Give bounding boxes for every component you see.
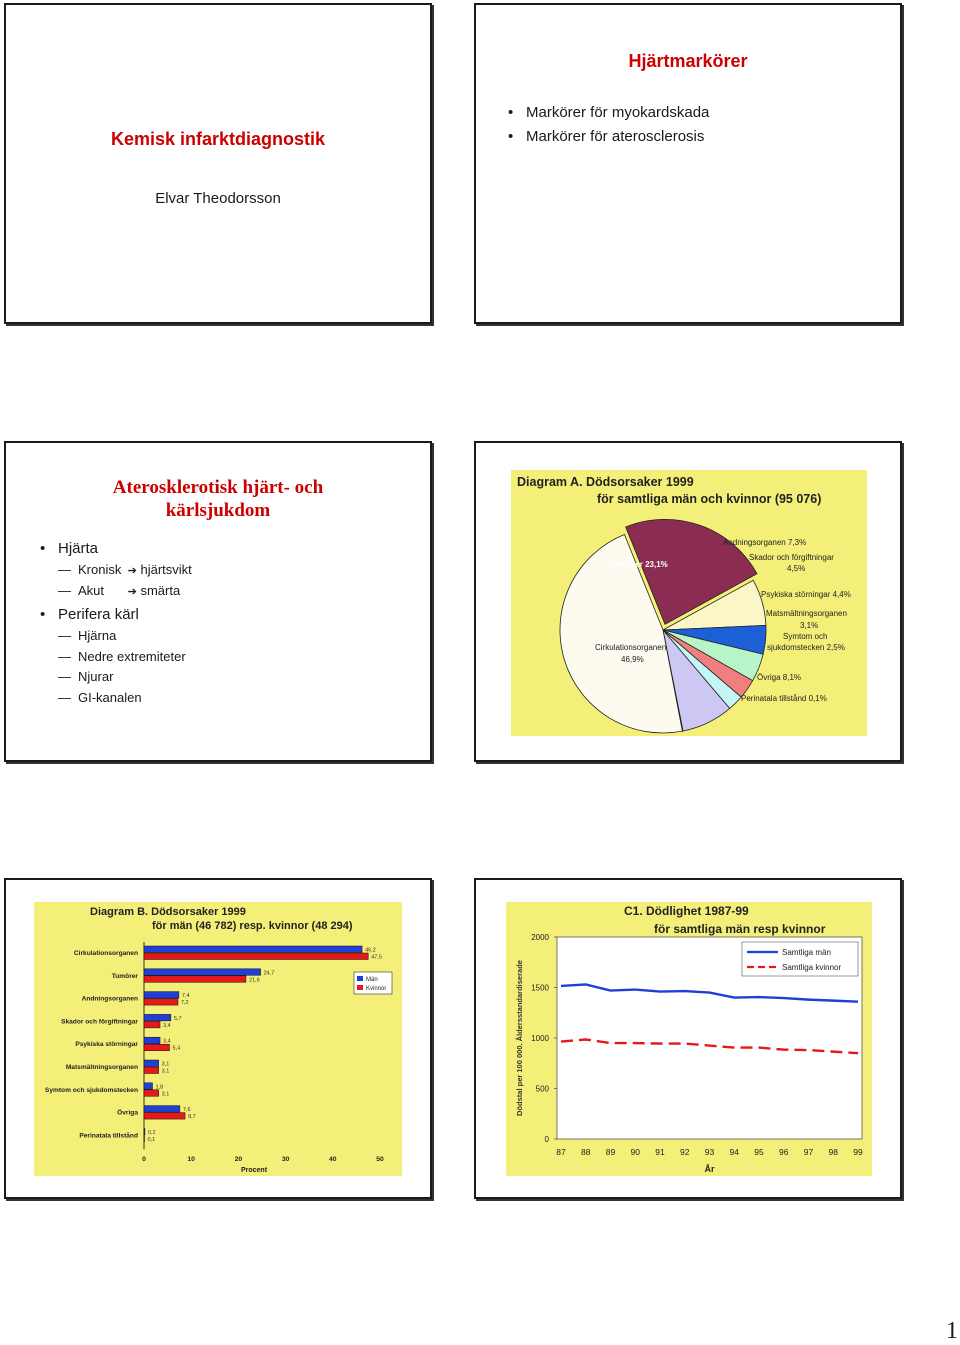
- sub-item: [58, 581, 192, 602]
- bar: [144, 1128, 145, 1135]
- tick-label: 500: [535, 1084, 549, 1094]
- bar: [144, 1044, 169, 1051]
- sub-item: [58, 560, 192, 581]
- bar: [144, 1037, 160, 1044]
- bar: [144, 1083, 152, 1090]
- bar: [144, 1060, 159, 1067]
- bullet-item: • Hjärta: [38, 539, 192, 559]
- slide-2-title: Hjärtmarkörer: [628, 51, 748, 71]
- sub-item: — Hjärna: [58, 626, 192, 647]
- tick-label: 96: [779, 1147, 789, 1157]
- chart-title: Diagram B. Dödsorsaker 1999: [90, 906, 246, 918]
- pie-label: 46,9%: [621, 655, 644, 664]
- data-label: 7,2: [180, 1000, 189, 1007]
- chart-subtitle: för samtliga män och kvinnor (95 076): [597, 492, 822, 506]
- chart-title: C1. Dödlighet 1987-99: [624, 904, 749, 918]
- legend-label: Kvinnor: [366, 986, 387, 992]
- pie-label: Perinatala tillstånd 0,1%: [741, 694, 827, 703]
- sub-item: — Njurar: [58, 667, 192, 688]
- data-label: 47,5: [371, 954, 382, 961]
- bar: [144, 946, 362, 953]
- legend-swatch: [357, 976, 363, 981]
- arrow-right-icon: ➔: [127, 565, 137, 577]
- tick-label: 40: [329, 1156, 337, 1164]
- tick-label: 99: [853, 1147, 863, 1157]
- sub-item-left: Kronisk: [78, 562, 122, 577]
- tick-label: 1500: [531, 983, 549, 993]
- bar-chart: [34, 902, 402, 1176]
- category-label: Matsmältningsorganen: [65, 1064, 138, 1071]
- slide-3-title-line-2: kärlsjukdom: [165, 500, 271, 521]
- sub-item: — Nedre extremiteter: [58, 647, 192, 668]
- bar: [144, 1067, 159, 1074]
- tick-label: 0: [544, 1135, 549, 1144]
- pie-label: Tumörer 23,1%: [611, 560, 668, 569]
- tick-label: 91: [655, 1147, 665, 1157]
- tick-label: 0: [142, 1156, 146, 1164]
- content-list: [38, 539, 192, 708]
- category-label: Tumörer: [111, 972, 138, 980]
- data-label: 0,2: [147, 1129, 156, 1136]
- pie-label: 4,5%: [787, 564, 806, 573]
- bar: [144, 999, 178, 1006]
- category-label: Övriga: [117, 1109, 138, 1117]
- data-label: 0,1: [147, 1136, 156, 1143]
- pie-chart: [511, 470, 867, 736]
- slide-atherosclerosis: [4, 441, 432, 762]
- slide-pie-chart: [474, 441, 902, 762]
- author-name: Elvar Theodorsson: [155, 190, 281, 207]
- pie-label: Andningsorganen 7,3%: [723, 538, 807, 547]
- tick-label: 30: [281, 1156, 290, 1164]
- line-chart: [506, 902, 872, 1176]
- data-label: 8,7: [188, 1114, 196, 1121]
- pie-label: Övriga 8,1%: [757, 673, 802, 682]
- bar: [144, 1014, 171, 1021]
- chart-subtitle: för samtliga män resp kvinnor: [654, 922, 826, 936]
- tick-label: 50: [376, 1156, 384, 1164]
- sub-item-right: hjärtsvikt: [140, 562, 192, 577]
- pie-label: Symtom och: [783, 632, 828, 641]
- sub-item-right: smärta: [140, 583, 181, 598]
- legend-label: Samtliga kvinnor: [782, 963, 842, 972]
- tick-label: 98: [828, 1147, 838, 1157]
- legend-label: Män: [366, 977, 378, 983]
- bar: [144, 976, 246, 983]
- tick-label: 10: [187, 1156, 195, 1164]
- chart-subtitle: för män (46 782) resp. kvinnor (48 294): [152, 920, 353, 932]
- bar: [144, 1106, 180, 1113]
- category-label: Skador och förgiftningar: [61, 1018, 138, 1026]
- slide-1-title: Kemisk infarktdiagnostik: [110, 129, 326, 149]
- pie-label: Skador och förgiftningar: [749, 553, 834, 562]
- data-label: 24,7: [263, 970, 275, 977]
- axis-label: Dödstal per 100 000. Åldersstandardiserade: [515, 960, 524, 1116]
- tick-label: 1000: [531, 1034, 549, 1043]
- bullet-item: • Perifera kärl: [38, 604, 192, 626]
- category-label: Symtom och sjukdomstecken: [44, 1086, 138, 1094]
- axis-label: Procent: [240, 1167, 268, 1175]
- tick-label: 95: [754, 1147, 764, 1157]
- slide-bar-chart: [4, 878, 432, 1199]
- legend-swatch: [357, 985, 363, 990]
- arrow-right-icon: ➔: [127, 586, 137, 598]
- tick-label: 92: [680, 1147, 690, 1157]
- axis-label: År: [704, 1164, 715, 1174]
- data-label: 1,8: [155, 1084, 164, 1091]
- bullet-item: • Markörer för myokardskada: [506, 101, 709, 125]
- data-label: 3,1: [161, 1068, 170, 1075]
- tick-label: 2000: [531, 933, 549, 942]
- sub-item-left: Akut: [78, 583, 105, 598]
- sub-item: — GI-kanalen: [58, 688, 192, 709]
- pie-label: sjukdomstecken 2,5%: [767, 643, 845, 652]
- category-label: Andningsorganen: [81, 995, 138, 1003]
- pie-label: Matsmältningsorganen: [766, 609, 847, 618]
- bar: [144, 953, 368, 960]
- tick-label: 89: [605, 1147, 616, 1157]
- category-label: Psykiska störningar: [75, 1041, 138, 1049]
- tick-label: 20: [234, 1156, 243, 1164]
- bar: [144, 969, 261, 976]
- tick-label: 94: [729, 1147, 739, 1157]
- tick-label: 97: [803, 1147, 814, 1157]
- data-label: 7,6: [182, 1107, 191, 1114]
- category-label: Cirkulationsorganen: [73, 950, 138, 957]
- slide-3-title: [6, 476, 430, 522]
- tick-label: 93: [704, 1147, 715, 1157]
- data-label: 3,4: [163, 1038, 171, 1045]
- bar: [144, 1090, 159, 1097]
- data-label: 5,4: [172, 1045, 181, 1052]
- slide-title: [4, 3, 432, 324]
- pie-label: 3,1%: [800, 621, 819, 630]
- bullet-item: • Markörer för aterosclerosis: [506, 125, 709, 149]
- slide-line-chart: [474, 878, 902, 1199]
- bar: [144, 1113, 185, 1120]
- bar: [144, 992, 179, 999]
- tick-label: 90: [630, 1147, 640, 1157]
- slide-markers: [474, 3, 902, 324]
- data-label: 3,4: [163, 1022, 171, 1029]
- pie-label: Psykiska störningar 4,4%: [761, 590, 851, 599]
- tick-label: 88: [581, 1147, 591, 1157]
- pie-label: Cirkulationsorganen: [595, 643, 667, 652]
- data-label: 21,6: [248, 977, 260, 984]
- data-label: 3,1: [161, 1091, 170, 1098]
- slide-3-title-line-1: Aterosklerotisk hjärt- och: [112, 477, 324, 498]
- data-label: 7,4: [181, 993, 190, 1000]
- page-number: 1: [946, 1318, 958, 1344]
- tick-label: 87: [556, 1147, 566, 1157]
- bullet-list: [506, 101, 709, 149]
- data-label: 46,2: [365, 947, 376, 954]
- chart-title: Diagram A. Dödsorsaker 1999: [517, 475, 694, 489]
- data-label: 5,7: [173, 1015, 182, 1022]
- legend-label: Samtliga män: [782, 948, 831, 957]
- bar: [144, 1021, 160, 1028]
- category-label: Perinatala tillstånd: [79, 1132, 138, 1140]
- data-label: 3,1: [161, 1061, 170, 1068]
